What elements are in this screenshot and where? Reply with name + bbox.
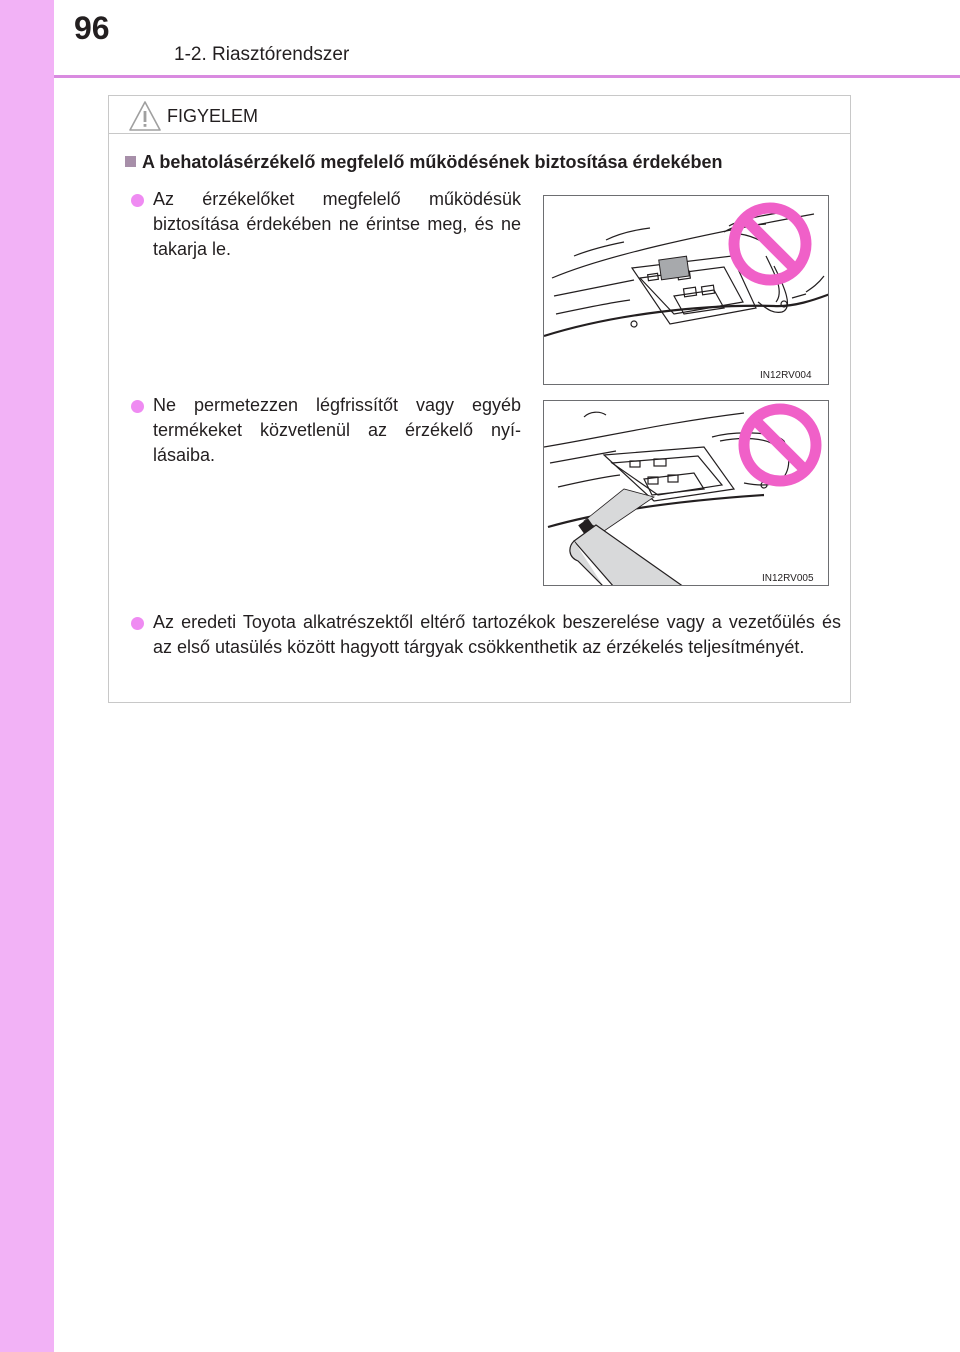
warning-header	[109, 96, 850, 134]
bullet-dot-icon	[131, 194, 144, 207]
bullet-dot-icon	[131, 617, 144, 630]
bullet-text-3: Az eredeti Toyota alkatrészektől eltérő tartozékok beszerelése vagy a vezetőülés és az első utasülés között hagyott tárgyak csökkenthetik az érzékelés teljesítményét.	[153, 612, 841, 657]
side-band	[0, 0, 54, 1352]
spray-illustration	[544, 401, 829, 586]
section-heading-text: A behatolásérzékelő megfelelő működésének biztosítása érdekében	[142, 152, 723, 172]
bullet-dot-icon	[131, 400, 144, 413]
page-number: 96	[74, 10, 110, 46]
warning-box	[108, 95, 851, 703]
header-rule	[54, 75, 960, 78]
spray-can	[570, 518, 684, 586]
bullet-text-2: Ne permetezzen légfrissítőt vagy egyéb termékeket közvetlenül az érzékelő nyílásaiba.	[153, 395, 521, 465]
figure-air-freshener	[543, 400, 829, 586]
overhead-console-illustration	[544, 196, 829, 385]
prohibition-icon	[744, 409, 816, 481]
chapter-title: 1-2. Riasztórendszer	[174, 44, 350, 65]
figure-code-2: IN12RV005	[762, 573, 814, 584]
figure-code-1: IN12RV004	[760, 370, 812, 381]
warning-label: FIGYELEM	[167, 106, 259, 126]
warning-triangle-icon	[128, 100, 162, 132]
figure-sensor-touch	[543, 195, 829, 385]
bullet-text-1: Az érzékelőket megfelelő működésük biztosítása érdekében ne érintse meg, és ne takarja le.	[153, 189, 521, 259]
prohibition-icon	[734, 208, 806, 280]
heading-square-icon	[125, 156, 136, 167]
section-heading	[125, 152, 723, 173]
